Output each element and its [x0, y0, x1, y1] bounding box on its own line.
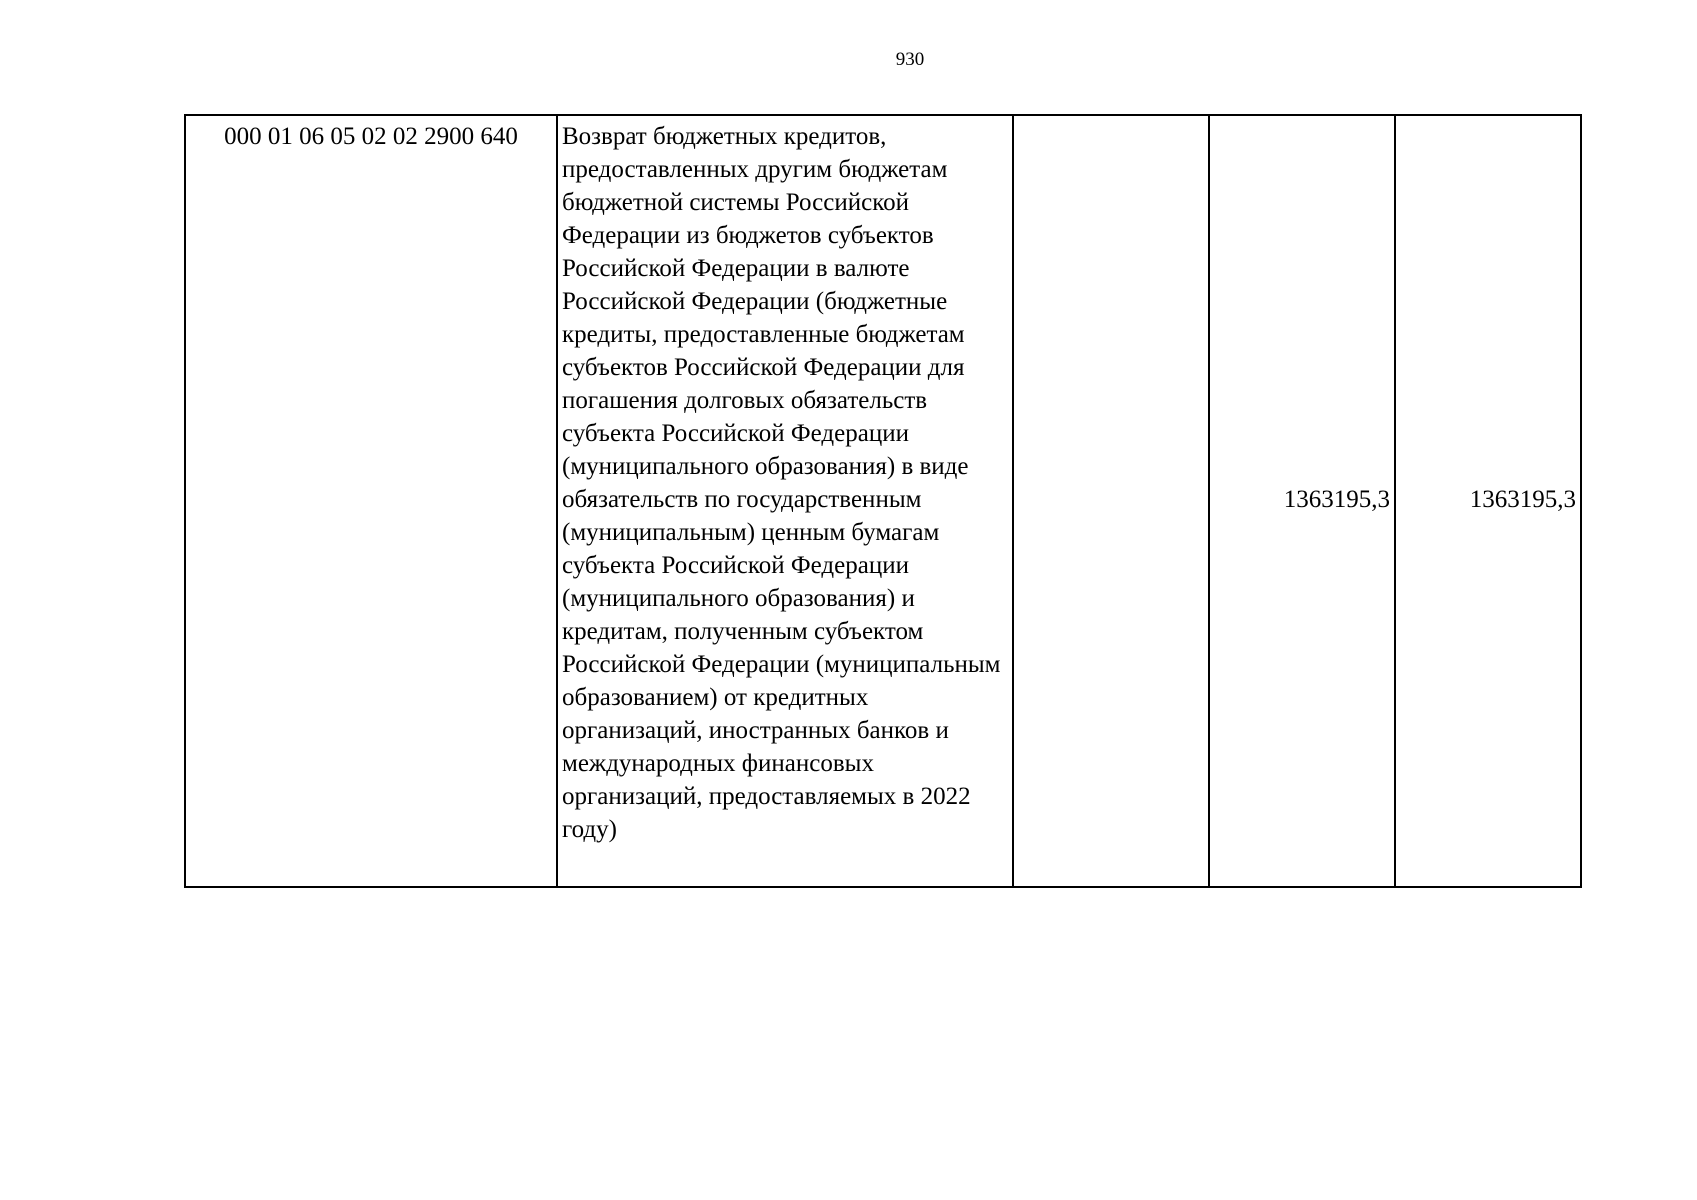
amount-col4: 1363195,3	[1283, 485, 1390, 513]
amount-cell-col3	[1013, 115, 1209, 887]
budget-code: 000 01 06 05 02 02 2900 640	[224, 123, 518, 150]
budget-code-cell	[185, 115, 557, 887]
budget-table	[184, 114, 1582, 888]
page-number: 930	[895, 49, 925, 70]
amount-cell-col5	[1395, 115, 1581, 887]
amount-col5: 1363195,3	[1469, 485, 1576, 513]
description-text: Возврат бюджетных кредитов, предоставленных другим бюджетам бюджетной системы Российской Федерации из бюджетов субъектов Российской Федерации в валюте Российской Федерации (бюджетные кредиты, предоставленные бюджетам субъектов Российской Федерации для погашения долговых обязательств субъекта Российской Федерации (муниципального образования) в виде обязательств по государственным (муниципальным) ценным бумагам субъекта Российской Федерации (муниципального образования) и кредитам, полученным субъектом Российской Федерации (муниципальным образованием) от кредитных организаций, иностранных банков и международных финансовых организаций, предоставляемых в 2022 году)	[562, 123, 1001, 843]
description-cell	[557, 115, 1013, 887]
table-row	[185, 115, 1581, 887]
amount-cell-col4	[1209, 115, 1395, 887]
